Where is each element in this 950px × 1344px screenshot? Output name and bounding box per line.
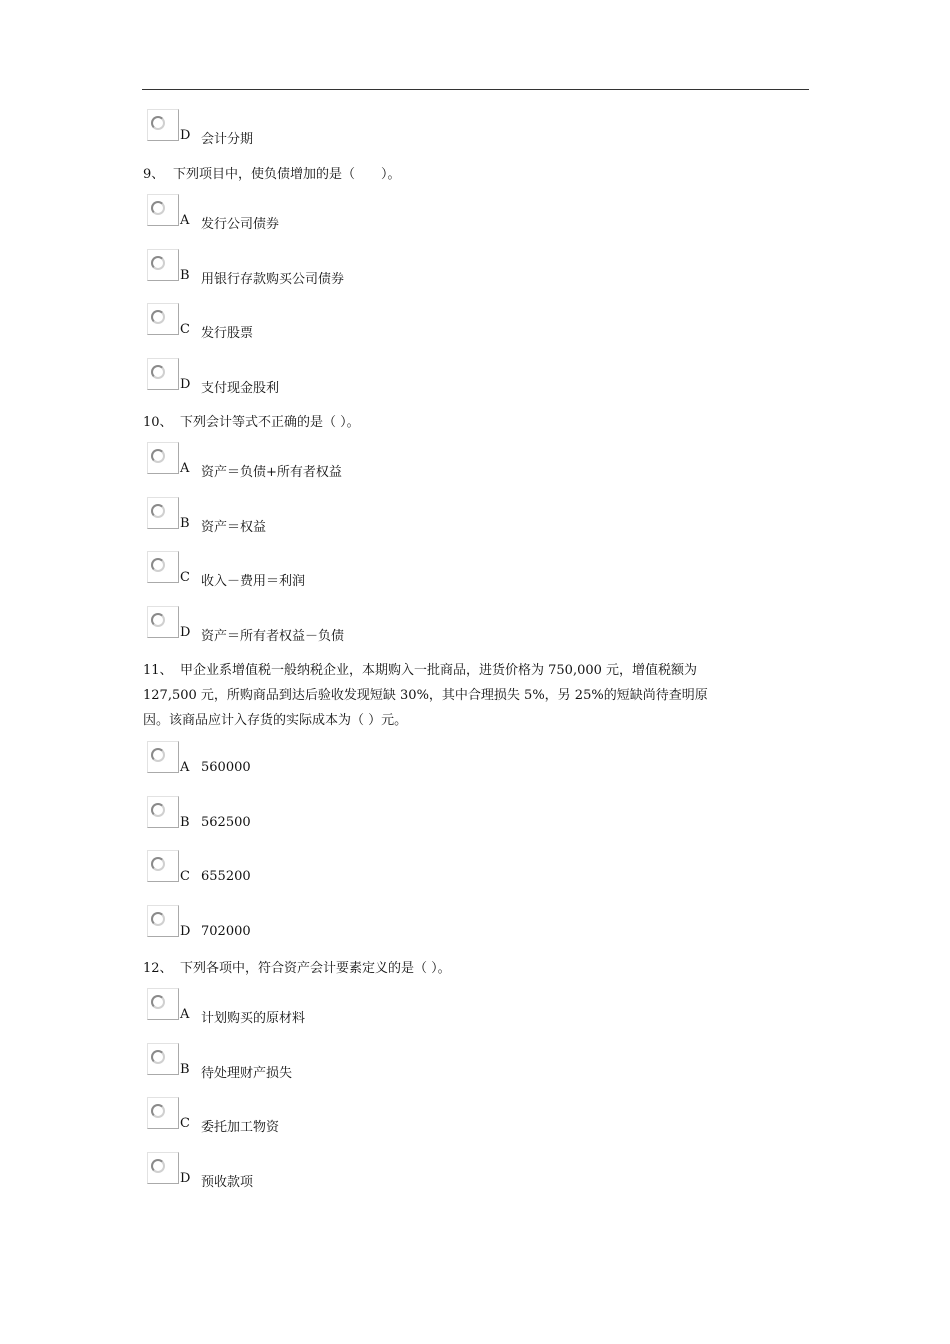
question-12 [143,956,451,981]
q12-option-a[interactable] [147,988,447,1026]
radio-circle-icon [151,558,165,572]
question-11-line-2 [143,683,708,708]
q11-option-a[interactable] [147,741,447,775]
option-letter: D [180,128,191,143]
radio-button[interactable] [147,303,179,335]
question-text-line-3: 因。该商品应计入存货的实际成本为（ ）元。 [143,713,408,728]
radio-circle-icon [151,449,165,463]
question-text: 下列各项中，符合资产会计要素定义的是（ ）。 [180,961,451,976]
radio-button[interactable] [147,249,179,281]
q11-option-c[interactable] [147,850,447,884]
top-divider [142,89,809,90]
option-text: 支付现金股利 [201,381,280,396]
q12-option-b[interactable] [147,1043,447,1081]
question-text-line-2: 127,500 元，所购商品到达后验收发现短缺 30%，其中合理损失 5%，另 25%的短缺尚待查明原 [143,688,708,703]
radio-button[interactable] [147,606,179,638]
question-number: 12、 [143,961,173,976]
option-letter: B [180,1062,190,1077]
q10-option-d[interactable] [147,606,447,644]
question-9 [143,162,401,187]
option-text: 预收款项 [201,1175,254,1190]
radio-circle-icon [151,310,165,324]
option-text: 委托加工物资 [201,1120,280,1135]
q10-option-a[interactable] [147,442,447,480]
radio-circle-icon [151,748,165,762]
option-letter: A [180,213,190,228]
option-letter: D [180,377,191,392]
question-number: 11、 [143,663,173,678]
radio-button[interactable] [147,109,179,141]
option-letter: B [180,268,190,283]
option-text: 655200 [201,869,251,884]
option-text: 560000 [201,760,251,775]
q12-option-d[interactable] [147,1152,447,1190]
radio-button[interactable] [147,358,179,390]
option-letter: D [180,1171,191,1186]
q9-option-d[interactable] [147,358,447,396]
radio-circle-icon [151,504,165,518]
question-text: 下列会计等式不正确的是（ ）。 [180,415,360,430]
radio-circle-icon [151,116,165,130]
option-letter: B [180,516,190,531]
q9-option-b[interactable] [147,249,447,287]
option-letter: B [180,815,190,830]
option-text: 用银行存款购买公司债券 [201,272,345,287]
radio-button[interactable] [147,1043,179,1075]
option-text: 发行股票 [201,326,254,341]
option-text: 资产＝负债+所有者权益 [201,465,342,480]
question-number: 10、 [143,415,173,430]
option-letter: C [180,1116,190,1131]
q8-option-d[interactable] [147,109,447,147]
q10-option-c[interactable] [147,551,447,589]
option-text: 资产＝权益 [201,520,267,535]
radio-button[interactable] [147,850,179,882]
q11-option-b[interactable] [147,796,447,830]
option-letter: C [180,869,190,884]
radio-button[interactable] [147,796,179,828]
radio-button[interactable] [147,551,179,583]
option-text: 会计分期 [201,132,254,147]
radio-circle-icon [151,1050,165,1064]
radio-button[interactable] [147,741,179,773]
q10-option-b[interactable] [147,497,447,535]
radio-circle-icon [151,995,165,1009]
q9-option-c[interactable] [147,303,447,341]
question-11 [143,658,697,683]
radio-button[interactable] [147,1152,179,1184]
option-letter: A [180,461,190,476]
radio-button[interactable] [147,988,179,1020]
option-letter: C [180,322,190,337]
option-letter: D [180,625,191,640]
radio-circle-icon [151,912,165,926]
radio-button[interactable] [147,497,179,529]
option-text: 收入－费用＝利润 [201,574,306,589]
radio-circle-icon [151,1159,165,1173]
radio-circle-icon [151,365,165,379]
option-letter: A [180,760,190,775]
option-text: 562500 [201,815,251,830]
radio-circle-icon [151,1104,165,1118]
question-text-line-1: 甲企业系增值税一般纳税企业，本期购入一批商品，进货价格为 750,000 元，增值税额为 [180,663,698,678]
option-text: 待处理财产损失 [201,1066,293,1081]
radio-circle-icon [151,857,165,871]
radio-button[interactable] [147,1097,179,1129]
radio-circle-icon [151,201,165,215]
option-letter: A [180,1007,190,1022]
radio-circle-icon [151,256,165,270]
option-letter: C [180,570,190,585]
option-text: 计划购买的原材料 [201,1011,306,1026]
q9-option-a[interactable] [147,194,447,232]
question-10 [143,410,360,435]
question-text: 下列项目中，使负债增加的是（ ）。 [173,167,401,182]
question-11-line-3 [143,708,407,733]
radio-circle-icon [151,803,165,817]
radio-button[interactable] [147,442,179,474]
option-letter: D [180,924,191,939]
q11-option-d[interactable] [147,905,447,939]
q12-option-c[interactable] [147,1097,447,1135]
question-number: 9、 [143,167,165,182]
option-text: 资产＝所有者权益－负债 [201,629,345,644]
option-text: 发行公司债券 [201,217,280,232]
option-text: 702000 [201,924,251,939]
radio-button[interactable] [147,905,179,937]
radio-circle-icon [151,613,165,627]
radio-button[interactable] [147,194,179,226]
